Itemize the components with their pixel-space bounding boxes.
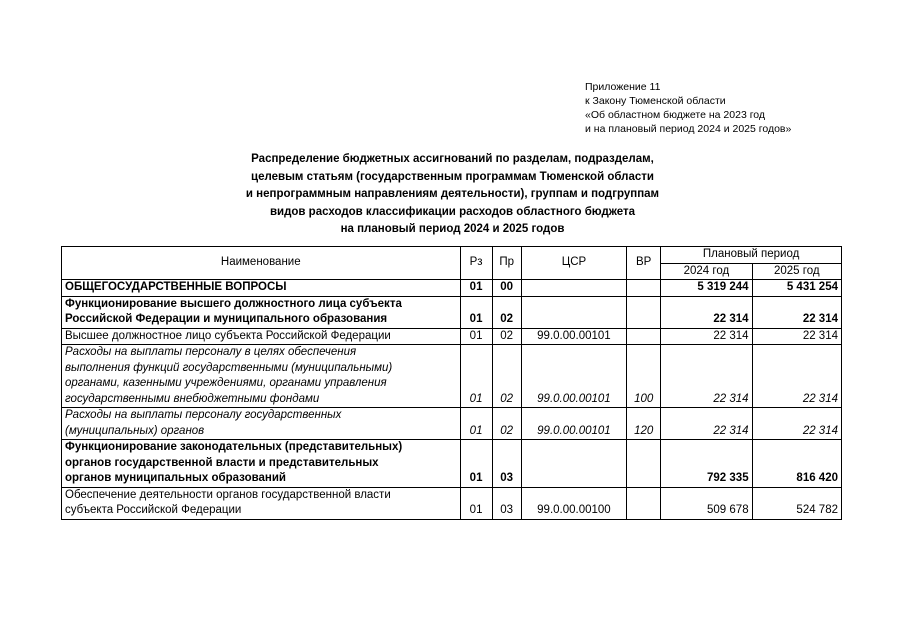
row-name — [62, 408, 461, 440]
row-value-2024: 5 319 244 — [661, 280, 752, 297]
row-name — [62, 328, 461, 345]
row-csr: 99.0.00.00101 — [521, 328, 626, 345]
table-row — [62, 345, 842, 408]
row-pr: 03 — [492, 440, 521, 488]
header-pr: Пр — [492, 247, 521, 280]
row-value-2024: 22 314 — [661, 408, 752, 440]
row-name — [62, 440, 461, 488]
row-name-line: Расходы на выплаты персоналу в целях обеспечения — [65, 346, 357, 358]
document-title — [180, 151, 725, 239]
row-rz: 01 — [460, 440, 492, 488]
row-name-line: Функционирование высшего должностного лица субъекта — [65, 297, 402, 310]
title-line: целевым статьям (государственным программам Тюменской области — [251, 170, 654, 183]
appendix-line: «Об областном бюджете на 2023 год — [585, 109, 766, 121]
title-line: на плановый период 2024 и 2025 годов — [340, 223, 565, 235]
row-vr — [627, 280, 661, 297]
row-vr — [627, 440, 661, 488]
row-pr: 00 — [492, 280, 521, 297]
row-name — [62, 280, 461, 297]
row-name-line: государственными внебюджетными фондами — [65, 392, 320, 405]
row-name-line: Обеспечение деятельности органов государственной власти — [65, 488, 391, 501]
row-vr: 100 — [627, 345, 661, 408]
header-csr: ЦСР — [521, 247, 626, 280]
row-vr: 120 — [627, 408, 661, 440]
row-pr: 02 — [492, 345, 521, 408]
row-value-2025: 22 314 — [752, 345, 841, 408]
row-rz: 01 — [460, 408, 492, 440]
row-name-line: Высшее должностное лицо субъекта Российской Федерации — [65, 329, 391, 342]
title-line: Распределение бюджетных ассигнований по разделам, подразделам, — [251, 153, 654, 165]
row-vr — [627, 487, 661, 519]
header-2024: 2024 год — [661, 263, 752, 280]
row-csr — [521, 440, 626, 488]
row-name-line: органов государственной власти и представительных — [65, 456, 379, 469]
row-pr: 03 — [492, 487, 521, 519]
row-value-2025: 816 420 — [752, 440, 841, 488]
row-pr: 02 — [492, 296, 521, 328]
table-row — [62, 487, 842, 519]
table-body — [62, 280, 842, 520]
row-csr: 99.0.00.00101 — [521, 408, 626, 440]
appendix-note — [585, 80, 791, 136]
header-2025: 2025 год — [752, 263, 841, 280]
row-value-2025: 5 431 254 — [752, 280, 841, 297]
table-row — [62, 280, 842, 297]
table-row — [62, 408, 842, 440]
header-rz: Рз — [460, 247, 492, 280]
header-planned-period: Плановый период — [661, 247, 842, 264]
row-csr — [521, 296, 626, 328]
row-name-line: Расходы на выплаты персоналу государственных — [65, 409, 342, 421]
row-rz: 01 — [460, 487, 492, 519]
row-rz: 01 — [460, 328, 492, 345]
row-pr: 02 — [492, 328, 521, 345]
appendix-line: Приложение 11 — [585, 81, 661, 93]
row-rz: 01 — [460, 345, 492, 408]
header-vr: ВР — [627, 247, 661, 280]
row-name-line: органами, казенными учреждениями, органами управления — [65, 377, 387, 389]
row-name — [62, 296, 461, 328]
table-row — [62, 296, 842, 328]
row-name-line: Российской Федерации и муниципального образования — [65, 313, 388, 325]
row-csr: 99.0.00.00100 — [521, 487, 626, 519]
table-header-row — [62, 247, 842, 264]
row-value-2024: 22 314 — [661, 345, 752, 408]
row-name — [62, 345, 461, 408]
row-value-2025: 22 314 — [752, 328, 841, 345]
row-name-line: (муниципальных) органов — [65, 424, 205, 437]
row-rz: 01 — [460, 280, 492, 297]
row-rz: 01 — [460, 296, 492, 328]
row-value-2024: 792 335 — [661, 440, 752, 488]
row-value-2025: 22 314 — [752, 408, 841, 440]
row-vr — [627, 328, 661, 345]
row-value-2024: 509 678 — [661, 487, 752, 519]
row-vr — [627, 296, 661, 328]
row-name — [62, 487, 461, 519]
table-row — [62, 440, 842, 488]
budget-table — [61, 246, 842, 520]
row-name-line: Функционирование законодательных (представительных) — [65, 441, 403, 453]
row-name-line: органов муниципальных образований — [65, 472, 286, 484]
table-row — [62, 328, 842, 345]
row-value-2025: 22 314 — [752, 296, 841, 328]
row-csr — [521, 280, 626, 297]
row-value-2024: 22 314 — [661, 296, 752, 328]
row-value-2025: 524 782 — [752, 487, 841, 519]
row-value-2024: 22 314 — [661, 328, 752, 345]
title-line: и непрограммным направлениям деятельности), группам и подгруппам — [245, 188, 660, 200]
appendix-line: к Закону Тюменской области — [585, 95, 726, 107]
row-pr: 02 — [492, 408, 521, 440]
appendix-line: и на плановый период 2024 и 2025 годов» — [585, 123, 792, 135]
row-name-line: ОБЩЕГОСУДАРСТВЕННЫЕ ВОПРОСЫ — [65, 281, 287, 293]
title-line: видов расходов классификации расходов областного бюджета — [269, 205, 636, 218]
row-name-line: субъекта Российской Федерации — [65, 504, 242, 516]
row-csr: 99.0.00.00101 — [521, 345, 626, 408]
row-name-line: выполнения функций государственными (муниципальными) — [65, 361, 393, 374]
header-name: Наименование — [62, 247, 461, 280]
